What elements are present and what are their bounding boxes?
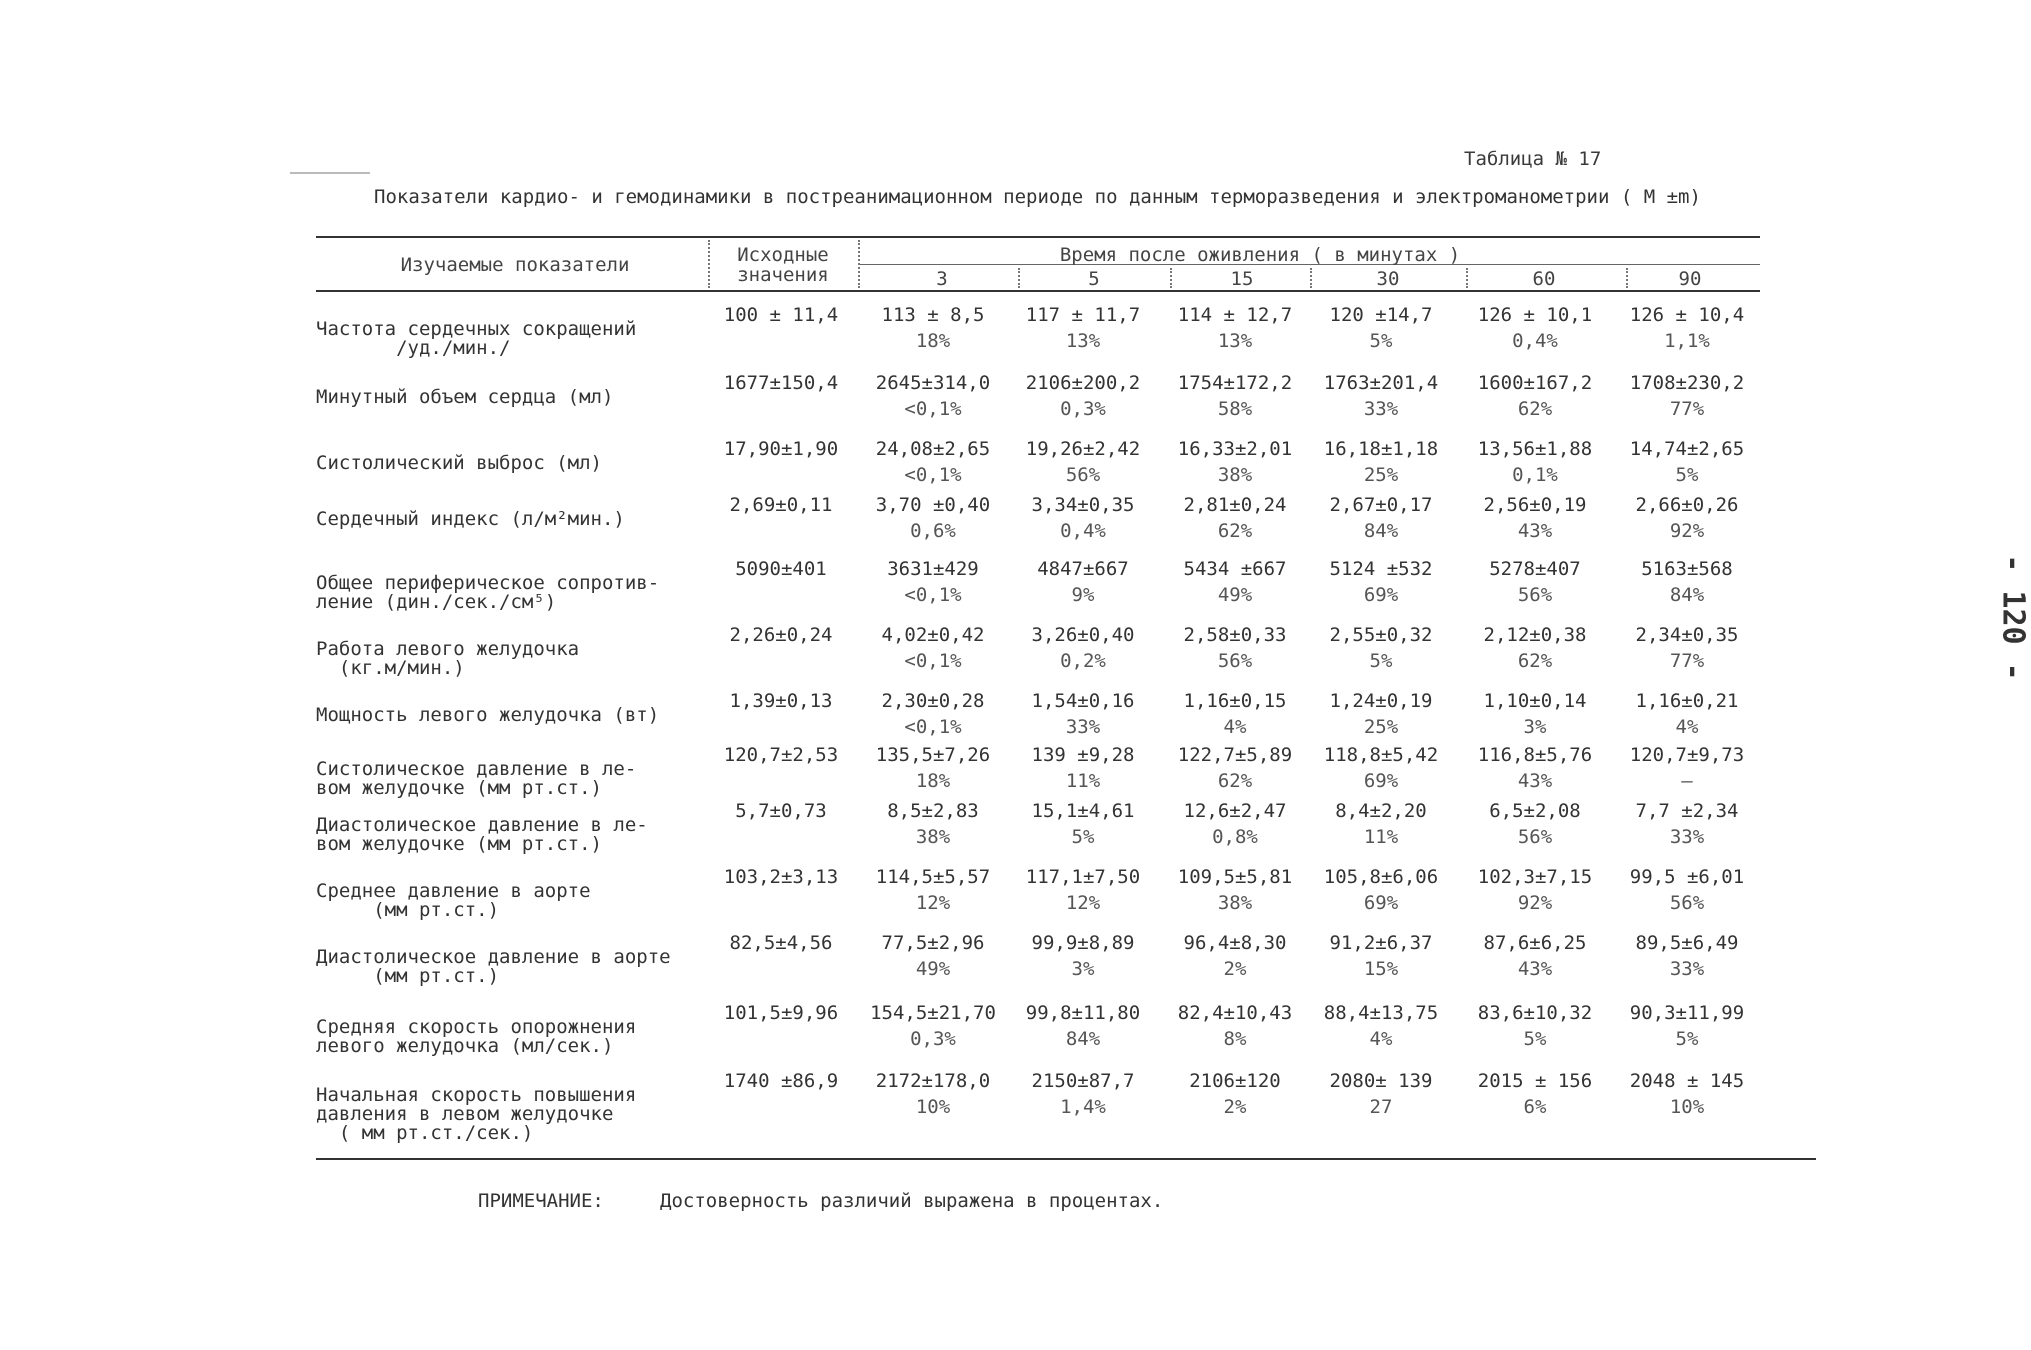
table-cell xyxy=(1460,1068,1610,1120)
table-cell xyxy=(1612,688,1762,740)
cell-significance: <0,1% xyxy=(904,398,962,420)
cell-significance: 33% xyxy=(1065,716,1101,738)
cell-significance: 4% xyxy=(1223,716,1247,738)
header-time-15: 15 xyxy=(1230,268,1254,290)
cell-value: 4847±667 xyxy=(1037,558,1129,580)
cell-value: 122,7±5,89 xyxy=(1177,744,1293,766)
cell-significance: 58% xyxy=(1217,398,1253,420)
table-cell xyxy=(1612,798,1762,850)
header-initial-line2: значения xyxy=(737,264,829,286)
table-cell xyxy=(1008,622,1158,674)
table-cell xyxy=(1160,556,1310,608)
table-number: Таблица № 17 xyxy=(1464,148,1602,170)
table-cell xyxy=(1160,1068,1310,1120)
cell-value: 120,7±9,73 xyxy=(1629,744,1745,766)
row-label: Работа левого желудочка (кг.м/мин.) xyxy=(316,638,580,679)
table-cell xyxy=(1460,930,1610,982)
cell-significance: 6% xyxy=(1523,1096,1547,1118)
cell-value: 1740 ±86,9 xyxy=(723,1070,839,1092)
table-cell xyxy=(858,556,1008,608)
table-cell xyxy=(858,688,1008,740)
table-cell xyxy=(1008,864,1158,916)
cell-value: 1,39±0,13 xyxy=(729,690,833,712)
cell-value: 5090±401 xyxy=(735,558,827,580)
cell-value: 114 ± 12,7 xyxy=(1177,304,1293,326)
cell-value: 90,3±11,99 xyxy=(1629,1002,1745,1024)
cell-value: 5278±407 xyxy=(1489,558,1581,580)
table-cell xyxy=(1460,622,1610,674)
cell-significance: 18% xyxy=(915,330,951,352)
row-label: Диастолическое давление в аорте (мм рт.ст.) xyxy=(316,946,671,987)
cell-significance: 43% xyxy=(1517,770,1553,792)
table-cell xyxy=(706,798,856,824)
table-cell xyxy=(1160,370,1310,422)
cell-value: 102,3±7,15 xyxy=(1477,866,1593,888)
table-cell xyxy=(1306,930,1456,982)
cell-significance: <0,1% xyxy=(904,716,962,738)
cell-value: 5124 ±532 xyxy=(1329,558,1433,580)
table-cell xyxy=(1460,302,1610,354)
cell-value: 101,5±9,96 xyxy=(723,1002,839,1024)
cell-value: 7,7 ±2,34 xyxy=(1635,800,1739,822)
table-cell xyxy=(1306,688,1456,740)
cell-significance: 33% xyxy=(1363,398,1399,420)
cell-significance: 1,4% xyxy=(1060,1096,1106,1118)
table-cell xyxy=(1612,492,1762,544)
table-cell xyxy=(858,436,1008,488)
row-label: Систолический выброс (мл) xyxy=(316,452,602,474)
row-label: Начальная скорость повышения давления в левом желудочке ( мм рт.ст./сек.) xyxy=(316,1084,637,1144)
cell-significance: 10% xyxy=(915,1096,951,1118)
cell-value: 2645±314,0 xyxy=(875,372,991,394)
cell-value: 154,5±21,70 xyxy=(870,1002,996,1024)
table-cell xyxy=(1460,864,1610,916)
cell-significance: 27 xyxy=(1369,1096,1393,1118)
cell-significance: 84% xyxy=(1065,1028,1101,1050)
table-cell xyxy=(1612,436,1762,488)
table-cell xyxy=(858,864,1008,916)
cell-value: 2,67±0,17 xyxy=(1329,494,1433,516)
table-cell xyxy=(1612,1068,1762,1120)
table-cell xyxy=(706,688,856,714)
cell-value: 1677±150,4 xyxy=(723,372,839,394)
cell-significance: 1,1% xyxy=(1664,330,1710,352)
cell-value: 120,7±2,53 xyxy=(723,744,839,766)
cell-significance: 62% xyxy=(1517,650,1553,672)
cell-significance: 84% xyxy=(1363,520,1399,542)
table-cell xyxy=(1306,742,1456,794)
cell-significance: 12% xyxy=(1065,892,1101,914)
cell-value: 24,08±2,65 xyxy=(875,438,991,460)
header-separator-1 xyxy=(708,240,710,288)
cell-significance: 56% xyxy=(1517,826,1553,848)
cell-significance: 0,2% xyxy=(1060,650,1106,672)
table-cell xyxy=(1306,622,1456,674)
cell-significance: 43% xyxy=(1517,958,1553,980)
table-cell xyxy=(1612,302,1762,354)
cell-significance: 3% xyxy=(1071,958,1095,980)
cell-significance: 9% xyxy=(1071,584,1095,606)
cell-significance: 5% xyxy=(1675,1028,1699,1050)
cell-value: 2,30±0,28 xyxy=(881,690,985,712)
table-cell xyxy=(1306,556,1456,608)
table-cell xyxy=(1160,688,1310,740)
table-cell xyxy=(1160,492,1310,544)
table-cell xyxy=(1306,436,1456,488)
table-cell xyxy=(1306,1068,1456,1120)
cell-significance: 69% xyxy=(1363,770,1399,792)
cell-value: 109,5±5,81 xyxy=(1177,866,1293,888)
table-cell xyxy=(1460,1000,1610,1052)
table-cell xyxy=(1612,370,1762,422)
cell-value: 89,5±6,49 xyxy=(1635,932,1739,954)
cell-significance: 0,8% xyxy=(1212,826,1258,848)
cell-value: 1,16±0,15 xyxy=(1183,690,1287,712)
table-cell xyxy=(1008,302,1158,354)
cell-value: 17,90±1,90 xyxy=(723,438,839,460)
header-initial-line1: Исходные xyxy=(737,244,829,266)
table-cell xyxy=(1612,742,1762,794)
cell-significance: 0,3% xyxy=(910,1028,956,1050)
cell-significance: 56% xyxy=(1065,464,1101,486)
cell-significance: 18% xyxy=(915,770,951,792)
cell-significance: 62% xyxy=(1217,520,1253,542)
cell-significance: 49% xyxy=(915,958,951,980)
table-cell xyxy=(1008,436,1158,488)
cell-significance: 25% xyxy=(1363,716,1399,738)
cell-value: 117 ± 11,7 xyxy=(1025,304,1141,326)
cell-value: 1,16±0,21 xyxy=(1635,690,1739,712)
table-cell xyxy=(706,556,856,582)
cell-value: 126 ± 10,1 xyxy=(1477,304,1593,326)
cell-value: 19,26±2,42 xyxy=(1025,438,1141,460)
cell-significance: 2% xyxy=(1223,1096,1247,1118)
cell-value: 8,5±2,83 xyxy=(887,800,979,822)
cell-value: 5,7±0,73 xyxy=(735,800,827,822)
cell-significance: 8% xyxy=(1223,1028,1247,1050)
stray-dash-mark xyxy=(290,172,370,174)
table-cell xyxy=(706,1068,856,1094)
cell-value: 1600±167,2 xyxy=(1477,372,1593,394)
cell-value: 15,1±4,61 xyxy=(1031,800,1135,822)
cell-value: 2,26±0,24 xyxy=(729,624,833,646)
cell-value: 99,5 ±6,01 xyxy=(1629,866,1745,888)
table-cell xyxy=(1460,798,1610,850)
table-cell xyxy=(1306,798,1456,850)
cell-significance: 77% xyxy=(1669,398,1705,420)
cell-value: 1708±230,2 xyxy=(1629,372,1745,394)
table-cell xyxy=(706,302,856,328)
header-separator-2 xyxy=(858,240,860,288)
cell-value: 117,1±7,50 xyxy=(1025,866,1141,888)
cell-value: 103,2±3,13 xyxy=(723,866,839,888)
header-indicators: Изучаемые показатели xyxy=(400,254,630,276)
cell-value: 82,4±10,43 xyxy=(1177,1002,1293,1024)
cell-significance: 12% xyxy=(915,892,951,914)
cell-value: 3,26±0,40 xyxy=(1031,624,1135,646)
cell-value: 118,8±5,42 xyxy=(1323,744,1439,766)
table-cell xyxy=(1008,1000,1158,1052)
cell-significance: 13% xyxy=(1065,330,1101,352)
table-cell xyxy=(706,436,856,462)
cell-value: 1,54±0,16 xyxy=(1031,690,1135,712)
row-label: Сердечный индекс (л/м²мин.) xyxy=(316,508,625,530)
cell-significance: 2% xyxy=(1223,958,1247,980)
cell-significance: 4% xyxy=(1675,716,1699,738)
cell-value: 6,5±2,08 xyxy=(1489,800,1581,822)
table-cell xyxy=(1160,622,1310,674)
note-label: ПРИМЕЧАНИЕ: xyxy=(478,1190,604,1212)
cell-significance: 5% xyxy=(1523,1028,1547,1050)
cell-value: 96,4±8,30 xyxy=(1183,932,1287,954)
cell-value: 114,5±5,57 xyxy=(875,866,991,888)
table-cell xyxy=(706,864,856,890)
table-title: Показатели кардио- и гемодинамики в постреанимационном периоде по данным терморазведения и электроманометрии ( М ±m) xyxy=(374,186,1701,208)
row-label: Мощность левого желудочка (вт) xyxy=(316,704,660,726)
cell-value: 2,55±0,32 xyxy=(1329,624,1433,646)
table-cell xyxy=(1008,370,1158,422)
cell-significance: 4% xyxy=(1369,1028,1393,1050)
cell-value: 2080± 139 xyxy=(1329,1070,1433,1092)
cell-significance: 43% xyxy=(1517,520,1553,542)
table-cell xyxy=(1160,864,1310,916)
cell-value: 1,24±0,19 xyxy=(1329,690,1433,712)
cell-value: 2150±87,7 xyxy=(1031,1070,1135,1092)
cell-significance: 49% xyxy=(1217,584,1253,606)
cell-value: 13,56±1,88 xyxy=(1477,438,1593,460)
table-cell xyxy=(706,1000,856,1026)
table-cell xyxy=(1306,864,1456,916)
cell-significance: 56% xyxy=(1669,892,1705,914)
table-cell xyxy=(1160,1000,1310,1052)
table-cell xyxy=(1160,436,1310,488)
cell-value: 105,8±6,06 xyxy=(1323,866,1439,888)
cell-value: 1763±201,4 xyxy=(1323,372,1439,394)
header-time-5: 5 xyxy=(1088,268,1100,290)
cell-significance: 5% xyxy=(1369,330,1393,352)
cell-value: 120 ±14,7 xyxy=(1329,304,1433,326)
cell-value: 139 ±9,28 xyxy=(1031,744,1135,766)
cell-value: 88,4±13,75 xyxy=(1323,1002,1439,1024)
cell-value: 83,6±10,32 xyxy=(1477,1002,1593,1024)
table-cell xyxy=(858,622,1008,674)
cell-significance: 33% xyxy=(1669,826,1705,848)
cell-significance: 25% xyxy=(1363,464,1399,486)
page-number: - 120 - xyxy=(1995,554,2031,681)
table-cell xyxy=(1160,930,1310,982)
cell-value: 1754±172,2 xyxy=(1177,372,1293,394)
table-cell xyxy=(1306,492,1456,544)
table-cell xyxy=(1306,370,1456,422)
table-cell xyxy=(1160,742,1310,794)
table-cell xyxy=(858,1068,1008,1120)
table-cell xyxy=(1460,370,1610,422)
cell-significance: 0,3% xyxy=(1060,398,1106,420)
cell-significance: 33% xyxy=(1669,958,1705,980)
cell-significance: 56% xyxy=(1517,584,1553,606)
cell-value: 82,5±4,56 xyxy=(729,932,833,954)
cell-value: 3,70 ±0,40 xyxy=(875,494,991,516)
cell-value: 2048 ± 145 xyxy=(1629,1070,1745,1092)
cell-significance: <0,1% xyxy=(904,584,962,606)
table-cell xyxy=(1160,302,1310,354)
cell-value: 2,34±0,35 xyxy=(1635,624,1739,646)
cell-value: 99,9±8,89 xyxy=(1031,932,1135,954)
cell-significance: 77% xyxy=(1669,650,1705,672)
cell-value: 4,02±0,42 xyxy=(881,624,985,646)
cell-value: 3,34±0,35 xyxy=(1031,494,1135,516)
cell-significance: 11% xyxy=(1065,770,1101,792)
table-cell xyxy=(1008,688,1158,740)
row-label: Систолическое давление в ле- вом желудочке (мм рт.ст.) xyxy=(316,758,637,799)
table-cell xyxy=(706,370,856,396)
table-cell xyxy=(1460,436,1610,488)
cell-significance: 38% xyxy=(1217,892,1253,914)
cell-value: 2,58±0,33 xyxy=(1183,624,1287,646)
table-cell xyxy=(858,370,1008,422)
cell-value: 5434 ±667 xyxy=(1183,558,1287,580)
cell-value: 2172±178,0 xyxy=(875,1070,991,1092)
table-cell xyxy=(1460,742,1610,794)
cell-significance: 0,4% xyxy=(1060,520,1106,542)
cell-value: 135,5±7,26 xyxy=(875,744,991,766)
table-cell xyxy=(858,798,1008,850)
header-time-90: 90 xyxy=(1678,268,1702,290)
cell-value: 2,12±0,38 xyxy=(1483,624,1587,646)
cell-value: 2015 ± 156 xyxy=(1477,1070,1593,1092)
cell-value: 16,33±2,01 xyxy=(1177,438,1293,460)
cell-value: 116,8±5,76 xyxy=(1477,744,1593,766)
cell-value: 100 ± 11,4 xyxy=(723,304,839,326)
cell-value: 77,5±2,96 xyxy=(881,932,985,954)
cell-significance: 38% xyxy=(915,826,951,848)
note-text: Достоверность различий выражена в процентах. xyxy=(660,1190,1164,1212)
cell-value: 1,10±0,14 xyxy=(1483,690,1587,712)
table-cell xyxy=(858,742,1008,794)
cell-significance: 11% xyxy=(1363,826,1399,848)
cell-value: 16,18±1,18 xyxy=(1323,438,1439,460)
cell-significance: 13% xyxy=(1217,330,1253,352)
cell-significance: 92% xyxy=(1517,892,1553,914)
table-cell xyxy=(1612,622,1762,674)
table-cell xyxy=(1460,556,1610,608)
header-separator-6 xyxy=(1466,268,1468,288)
table-top-rule xyxy=(316,236,1760,238)
cell-value: 2,69±0,11 xyxy=(729,494,833,516)
cell-significance: 15% xyxy=(1363,958,1399,980)
cell-significance: 56% xyxy=(1217,650,1253,672)
table-cell xyxy=(858,302,1008,354)
cell-significance: 92% xyxy=(1669,520,1705,542)
table-cell xyxy=(1008,556,1158,608)
table-cell xyxy=(706,622,856,648)
cell-significance: 3% xyxy=(1523,716,1547,738)
cell-significance: – xyxy=(1681,770,1693,792)
table-cell xyxy=(1160,798,1310,850)
table-cell xyxy=(858,1000,1008,1052)
header-time-3: 3 xyxy=(936,268,948,290)
row-label: Частота сердечных сокращений /уд./мин./ xyxy=(316,318,637,359)
table-cell xyxy=(1008,742,1158,794)
table-cell xyxy=(1612,556,1762,608)
cell-value: 8,4±2,20 xyxy=(1335,800,1427,822)
cell-significance: 10% xyxy=(1669,1096,1705,1118)
cell-value: 2106±120 xyxy=(1189,1070,1281,1092)
cell-significance: 0,4% xyxy=(1512,330,1558,352)
cell-significance: 5% xyxy=(1675,464,1699,486)
cell-value: 126 ± 10,4 xyxy=(1629,304,1745,326)
table-cell xyxy=(706,742,856,768)
table-cell xyxy=(1612,1000,1762,1052)
row-label: Общее периферическое сопротив- ление (дин./сек./см⁵) xyxy=(316,572,660,613)
cell-value: 2106±200,2 xyxy=(1025,372,1141,394)
cell-significance: 69% xyxy=(1363,584,1399,606)
row-label: Среднее давление в аорте (мм рт.ст.) xyxy=(316,880,591,921)
header-bottom-rule xyxy=(316,290,1760,292)
cell-significance: 62% xyxy=(1517,398,1553,420)
cell-significance: 69% xyxy=(1363,892,1399,914)
header-time-60: 60 xyxy=(1532,268,1556,290)
table-cell xyxy=(1612,864,1762,916)
cell-significance: 84% xyxy=(1669,584,1705,606)
cell-value: 5163±568 xyxy=(1641,558,1733,580)
table-cell xyxy=(706,930,856,956)
table-cell xyxy=(1008,798,1158,850)
table-cell xyxy=(1008,492,1158,544)
cell-significance: 0,6% xyxy=(910,520,956,542)
cell-value: 91,2±6,37 xyxy=(1329,932,1433,954)
cell-value: 12,6±2,47 xyxy=(1183,800,1287,822)
table-cell xyxy=(858,492,1008,544)
cell-significance: 5% xyxy=(1071,826,1095,848)
cell-value: 2,56±0,19 xyxy=(1483,494,1587,516)
row-label: Средняя скорость опорожнения левого желудочка (мл/сек.) xyxy=(316,1016,637,1057)
row-label: Диастолическое давление в ле- вом желудочке (мм рт.ст.) xyxy=(316,814,648,855)
table-bottom-rule xyxy=(316,1158,1816,1160)
cell-value: 3631±429 xyxy=(887,558,979,580)
table-cell xyxy=(1612,930,1762,982)
cell-significance: 5% xyxy=(1369,650,1393,672)
cell-value: 87,6±6,25 xyxy=(1483,932,1587,954)
cell-significance: <0,1% xyxy=(904,464,962,486)
table-cell xyxy=(706,492,856,518)
table-cell xyxy=(1008,930,1158,982)
table-cell xyxy=(1306,302,1456,354)
cell-value: 99,8±11,80 xyxy=(1025,1002,1141,1024)
table-cell xyxy=(1306,1000,1456,1052)
cell-significance: 62% xyxy=(1217,770,1253,792)
table-cell xyxy=(858,930,1008,982)
header-time-30: 30 xyxy=(1376,268,1400,290)
table-cell xyxy=(1460,688,1610,740)
cell-value: 14,74±2,65 xyxy=(1629,438,1745,460)
cell-significance: 38% xyxy=(1217,464,1253,486)
cell-value: 113 ± 8,5 xyxy=(881,304,985,326)
header-time-group: Время после оживления ( в минутах ) xyxy=(1059,244,1461,266)
row-label: Минутный объем сердца (мл) xyxy=(316,386,614,408)
header-separator-3 xyxy=(1018,268,1020,288)
table-cell xyxy=(1460,492,1610,544)
cell-value: 2,81±0,24 xyxy=(1183,494,1287,516)
cell-significance: 0,1% xyxy=(1512,464,1558,486)
table-cell xyxy=(1008,1068,1158,1120)
cell-value: 2,66±0,26 xyxy=(1635,494,1739,516)
cell-significance: <0,1% xyxy=(904,650,962,672)
